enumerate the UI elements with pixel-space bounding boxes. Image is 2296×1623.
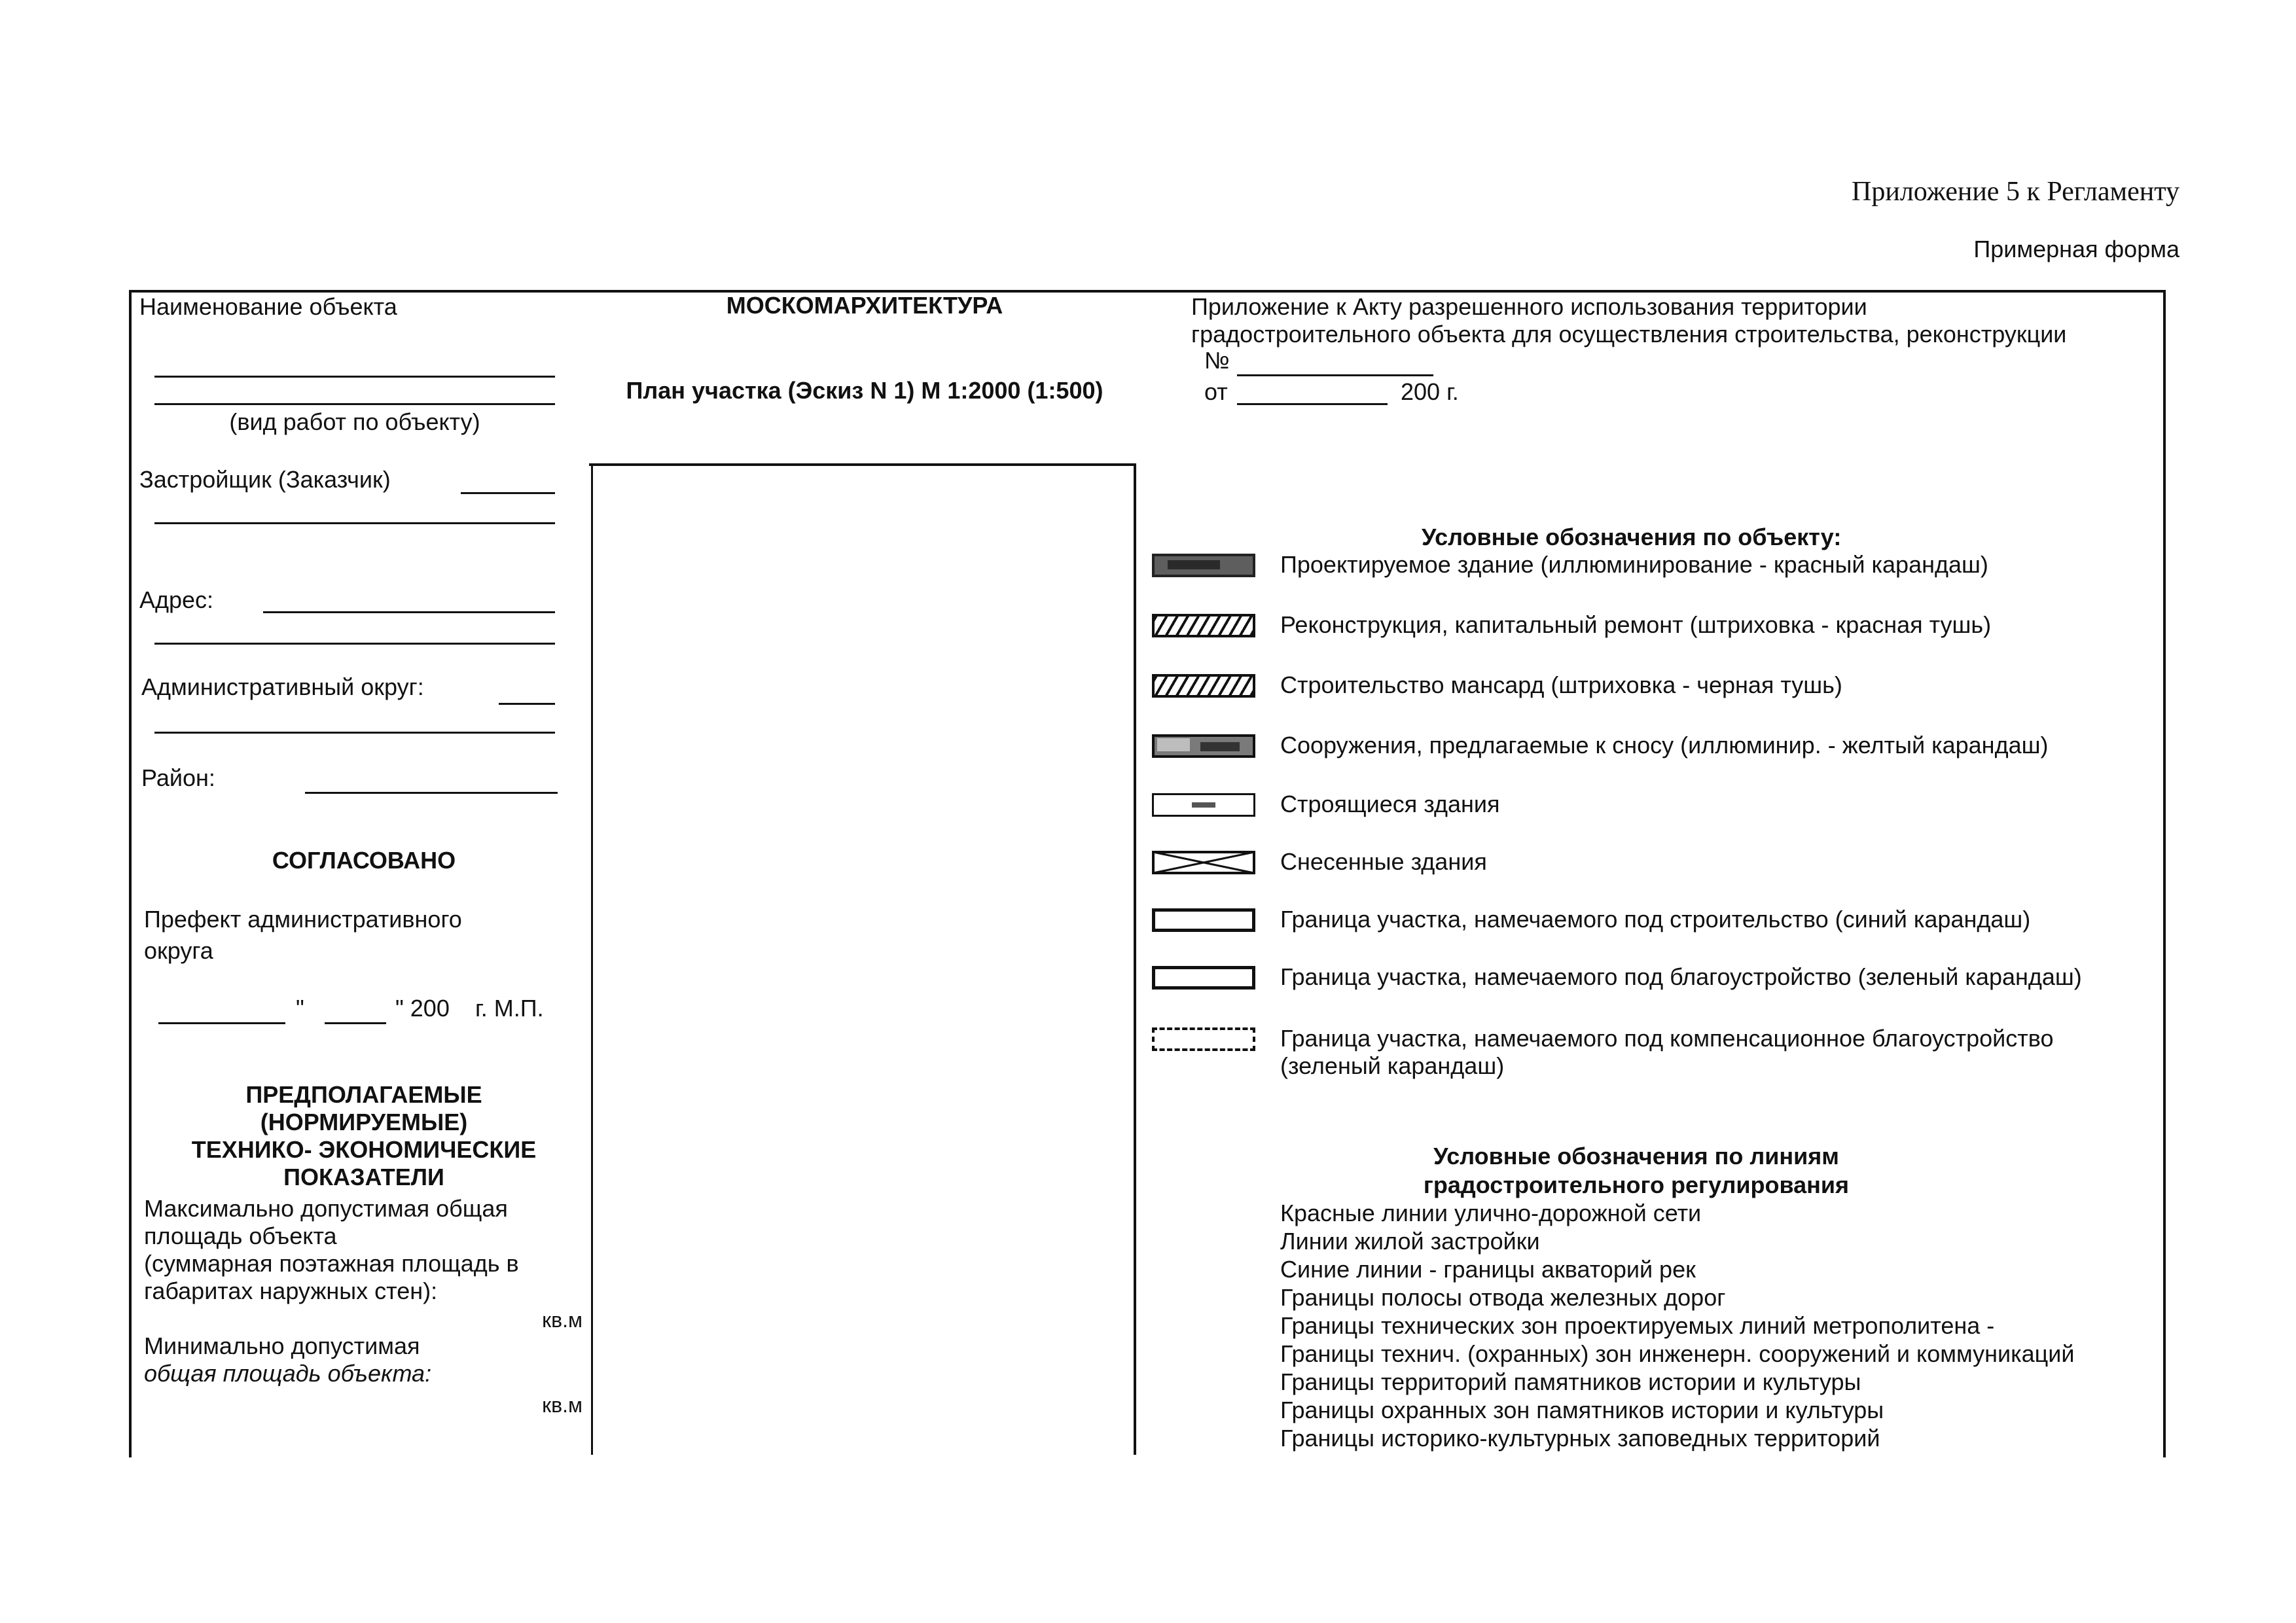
legend-item-reconstruction: Реконструкция, капитальный ремонт (штриховка - красная тушь) <box>1280 611 1992 638</box>
legend-line-item: Границы технич. (охранных) зон инженерн. сооружений и коммуникаций <box>1280 1340 2075 1367</box>
district-line-2[interactable] <box>154 732 555 734</box>
developer-field[interactable] <box>461 492 555 494</box>
demolition-proposed-icon <box>1152 734 1255 758</box>
act-number-label: № <box>1204 347 1230 374</box>
min-area-unit: кв.м <box>542 1393 583 1417</box>
appendix-title: Приложение 5 к Регламенту <box>1852 177 2179 207</box>
act-text-line2: градостроительного объекта для осуществления строительства, реконструкции <box>1191 321 2067 348</box>
legend-lines-list <box>1280 1199 2075 1452</box>
agency-title: МОСКОМАРХИТЕКТУРА <box>726 292 1003 319</box>
district-label: Административный округ: <box>141 673 424 700</box>
form-type-label: Примерная форма <box>1973 236 2179 262</box>
plan-sketch-area[interactable] <box>589 463 1136 1455</box>
legend-item-under-construction: Строящиеся здания <box>1280 791 1500 817</box>
max-area-line: Максимально допустимая общая <box>144 1195 508 1222</box>
mansard-hatch-icon <box>1152 674 1255 698</box>
max-area-line: габаритах наружных стен): <box>144 1277 438 1304</box>
developer-line-2[interactable] <box>154 522 555 524</box>
indicators-heading-line: ПРЕДПОЛАГАЕМЫЕ <box>245 1081 482 1108</box>
object-name-line-2[interactable] <box>154 403 555 405</box>
act-year-label: 200 г. <box>1401 378 1459 405</box>
compensation-boundary-icon <box>1152 1027 1255 1051</box>
area-field[interactable] <box>305 792 558 794</box>
address-line-2[interactable] <box>154 643 555 645</box>
district-field[interactable] <box>499 703 555 705</box>
act-number-field[interactable] <box>1237 374 1433 376</box>
demolished-building-icon <box>1152 851 1255 874</box>
indicators-heading <box>141 1081 586 1191</box>
legend-item-compensation-note: (зеленый карандаш) <box>1280 1052 1505 1079</box>
under-construction-icon <box>1152 793 1255 817</box>
indicators-heading-line: (НОРМИРУЕМЫЕ) <box>260 1109 468 1135</box>
designed-building-icon <box>1152 554 1255 577</box>
act-text-line1: Приложение к Акту разрешенного использования территории <box>1191 293 1867 320</box>
legend-lines-title-2: градостроительного регулирования <box>1423 1171 1850 1198</box>
legend-item-designed-building: Проектируемое здание (иллюминирование - красный карандаш) <box>1280 551 1988 578</box>
date-quote-open: " <box>296 995 304 1022</box>
reconstruction-hatch-icon <box>1152 614 1255 637</box>
legend-line-item: Красные линии улично-дорожной сети <box>1280 1200 1702 1226</box>
legend-item-mansard: Строительство мансард (штриховка - черная тушь) <box>1280 671 1842 698</box>
prefect-label-line2: округа <box>144 937 213 964</box>
prefect-label-line1: Префект административного <box>144 906 462 933</box>
act-date-field[interactable] <box>1237 403 1388 405</box>
legend-line-item: Линии жилой застройки <box>1280 1228 1540 1255</box>
max-area-text <box>144 1195 519 1305</box>
landscaping-boundary-icon <box>1152 966 1255 990</box>
legend-line-item: Границы охранных зон памятников истории и культуры <box>1280 1397 1884 1423</box>
min-area-line: Минимально допустимая <box>144 1332 420 1359</box>
address-label: Адрес: <box>139 586 214 613</box>
act-date-label: от <box>1204 378 1228 405</box>
legend-line-item: Границы полосы отвода железных дорог <box>1280 1284 1726 1311</box>
max-area-line: площадь объекта <box>144 1222 337 1249</box>
object-name-label: Наименование объекта <box>139 293 397 320</box>
legend-line-item: Синие линии - границы акваторий рек <box>1280 1256 1696 1283</box>
date-year-prefix: " 200 <box>395 995 450 1022</box>
max-area-line: (суммарная поэтажная площадь в <box>144 1250 519 1277</box>
legend-item-landscaping-boundary: Граница участка, намечаемого под благоустройство (зеленый карандаш) <box>1280 963 2082 990</box>
date-month-field[interactable] <box>325 1022 386 1024</box>
legend-lines-title-1: Условные обозначения по линиям <box>1433 1143 1839 1169</box>
legend-line-item: Границы историко-культурных заповедных территорий <box>1280 1425 1880 1452</box>
indicators-heading-line: ТЕХНИКО- ЭКОНОМИЧЕСКИЕ <box>191 1136 537 1163</box>
developer-label: Застройщик (Заказчик) <box>139 466 391 493</box>
legend-object-title: Условные обозначения по объекту: <box>1422 524 1842 550</box>
construction-boundary-icon <box>1152 908 1255 932</box>
date-day-field[interactable] <box>158 1022 285 1024</box>
min-area-line: общая площадь объекта: <box>144 1360 432 1387</box>
plan-title: План участка (Эскиз N 1) М 1:2000 (1:500) <box>626 377 1103 404</box>
legend-item-demolished: Снесенные здания <box>1280 848 1487 875</box>
address-field[interactable] <box>263 611 555 613</box>
legend-item-compensation-boundary: Граница участка, намечаемого под компенсационное благоустройство <box>1280 1025 2054 1052</box>
indicators-heading-line: ПОКАЗАТЕЛИ <box>283 1164 444 1190</box>
work-type-label: (вид работ по объекту) <box>229 408 480 435</box>
legend-item-construction-boundary: Граница участка, намечаемого под строительство (синий карандаш) <box>1280 906 2031 933</box>
legend-item-demolition-proposed: Сооружения, предлагаемые к сносу (иллюминир. - желтый карандаш) <box>1280 732 2049 758</box>
object-name-line-1[interactable] <box>154 376 555 378</box>
max-area-unit: кв.м <box>542 1308 583 1332</box>
legend-line-item: Границы технических зон проектируемых линий метрополитена - <box>1280 1312 1995 1339</box>
approved-heading: СОГЛАСОВАНО <box>272 847 456 874</box>
date-suffix-stamp: г. М.П. <box>475 995 544 1022</box>
legend-line-item: Границы территорий памятников истории и культуры <box>1280 1368 1861 1395</box>
area-label: Район: <box>141 764 215 791</box>
min-area-text <box>144 1332 431 1387</box>
